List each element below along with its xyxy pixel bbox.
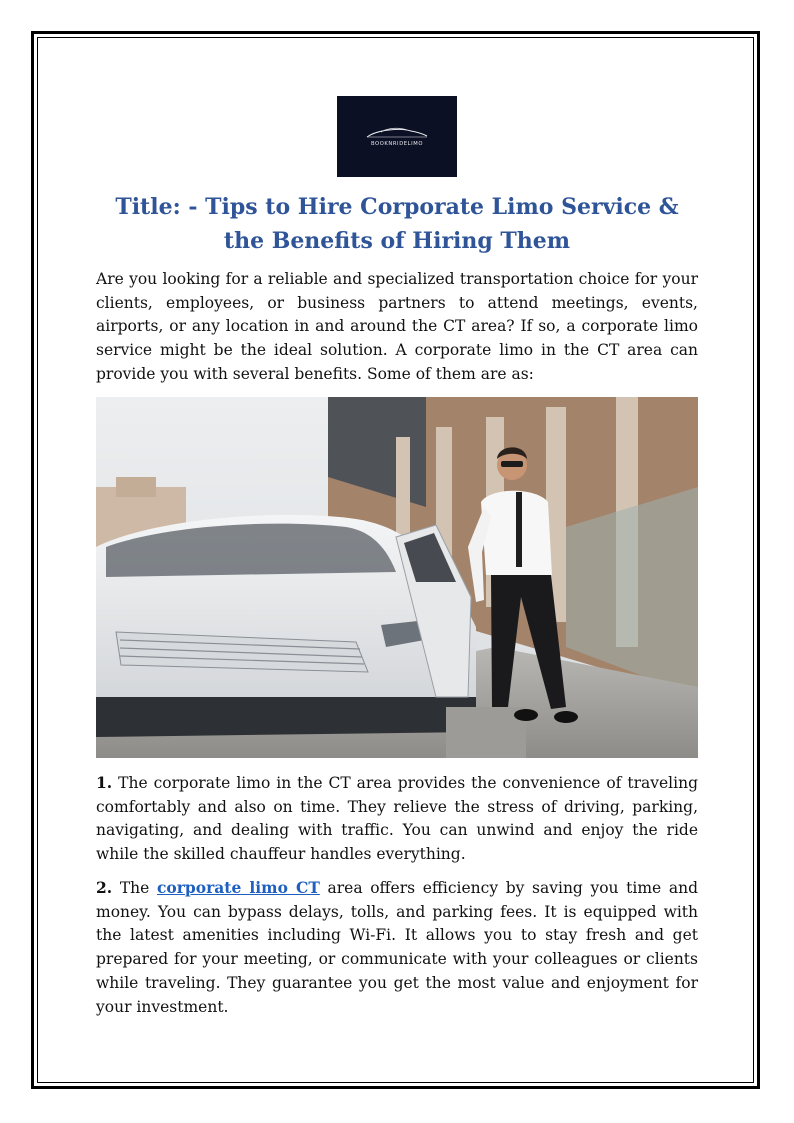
benefit-point-1 (96, 771, 698, 867)
benefit-point-2 (96, 876, 698, 1019)
intro-paragraph: Are you looking for a reliable and specialized transportation choice for your clients, employees, or business partners to attend meetings, events, airports, or any location in and around the CT area? If so, a corporate limo service might be the ideal solution. A corporate limo in the CT area can provide you with several benefits. Some of them are as: (96, 270, 698, 383)
brand-logo (337, 96, 457, 177)
point-number: 1. (96, 773, 113, 792)
logo-brand-text: BOOKNRIDELIMO (370, 141, 424, 147)
car-silhouette-icon (365, 126, 429, 140)
point-text: The corporate limo in the CT area provides the convenience of traveling comfortably and also on time. They relieve the stress of driving, parking, navigating, and dealing with traffic. You can unwind and enjoy the ride while the skilled chauffeur handles everything. (96, 774, 698, 864)
point-text-before-link: The (112, 879, 157, 897)
point-number: 2. (96, 878, 113, 897)
corporate-limo-ct-link[interactable]: corporate limo CT (156, 878, 320, 897)
point-text-after-link: area offers efficiency by saving you time and money. You can bypass delays, tolls, and parking fees. It is equipped with the latest amenities including Wi-Fi. It allows you to stay fresh and get prepared for your meeting, or communicate with your colleagues or clients while traveling. They guarantee you get the most value and enjoyment for your investment. (96, 879, 699, 1016)
page-title: Title: - Tips to Hire Corporate Limo Service & the Benefits of Hiring Them (115, 194, 679, 254)
limo-chauffeur-photo (96, 397, 698, 758)
